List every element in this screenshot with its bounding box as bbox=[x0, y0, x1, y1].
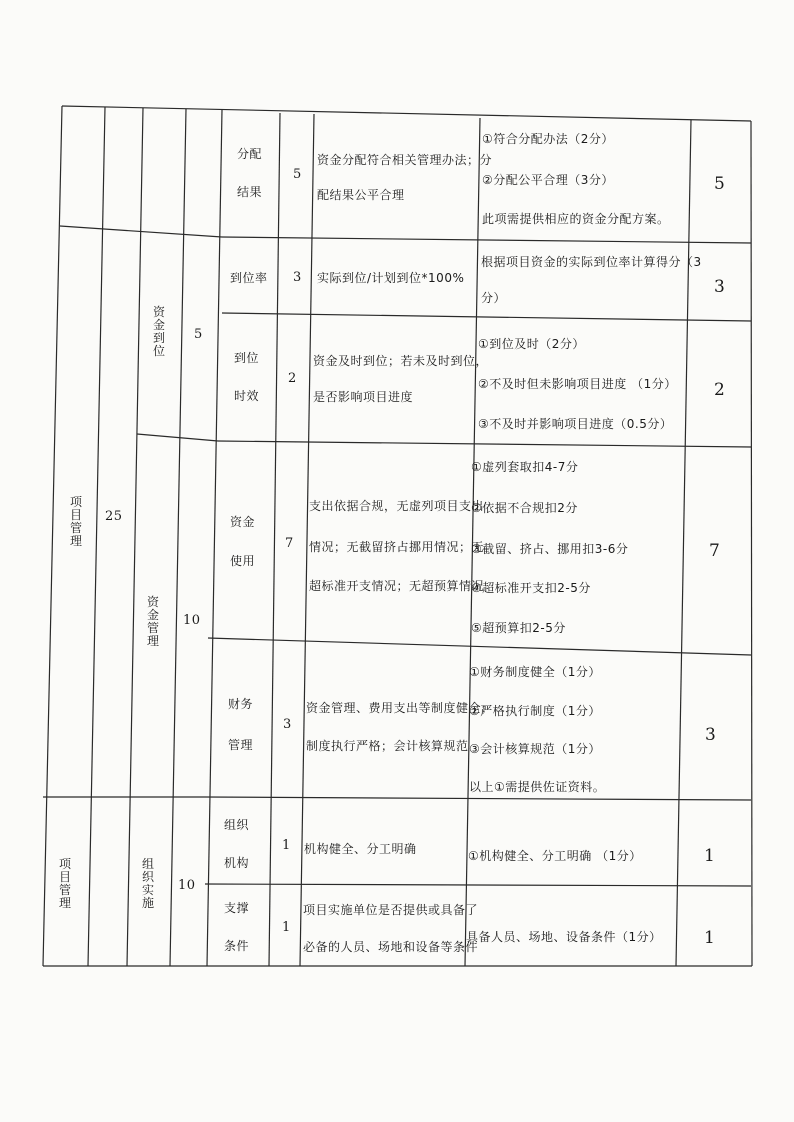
indicator3-line: 管理 bbox=[228, 738, 254, 752]
score: 3 bbox=[705, 725, 717, 745]
content-line: 资金管理、费用支出等制度健全； bbox=[306, 701, 494, 715]
score: 3 bbox=[714, 277, 726, 297]
criteria-line: ②严格执行制度（1分） bbox=[469, 704, 601, 718]
content-line: 必备的人员、场地和设备等条件 bbox=[303, 940, 479, 954]
content-line: 项目实施单位是否提供或具备了 bbox=[303, 903, 479, 917]
criteria-line: ①到位及时（2分） bbox=[478, 337, 585, 351]
criteria-line: ③截留、挤占、挪用扣3-6分 bbox=[471, 542, 629, 556]
criteria-line: ②分配公平合理（3分） bbox=[482, 173, 614, 187]
weight: 1 bbox=[282, 838, 291, 853]
level2-weight-a: 5 bbox=[194, 327, 203, 342]
content-line: 超标准开支情况；无超预算情况 bbox=[309, 579, 485, 593]
content-line: 情况；无截留挤占挪用情况；无 bbox=[309, 540, 485, 554]
content-line: 实际到位/计划到位*100% bbox=[317, 271, 465, 285]
content-line: 资金分配符合相关管理办法；分 bbox=[317, 153, 493, 167]
content-line: 机构健全、分工明确 bbox=[304, 842, 417, 856]
content-line: 支出依据合规，无虚列项目支出 bbox=[309, 499, 485, 513]
level2-label-c: 组织实施 bbox=[141, 857, 154, 910]
level2-weight-b: 10 bbox=[183, 613, 201, 628]
criteria-line: ①财务制度健全（1分） bbox=[469, 665, 601, 679]
score: 7 bbox=[709, 541, 721, 561]
indicator3-line: 时效 bbox=[234, 389, 260, 403]
criteria-line: 以上①需提供佐证资料。 bbox=[469, 780, 606, 794]
weight: 3 bbox=[293, 270, 302, 285]
score: 1 bbox=[704, 928, 716, 948]
indicator3-line: 条件 bbox=[224, 939, 250, 953]
indicator3-line: 资金 bbox=[230, 515, 256, 529]
criteria-line: ①机构健全、分工明确 （1分） bbox=[468, 849, 642, 863]
criteria-line: 具备人员、场地、设备条件（1分） bbox=[466, 930, 662, 944]
criteria-line: ①虚列套取扣4-7分 bbox=[471, 460, 579, 474]
level1-label-b: 项目管理 bbox=[58, 857, 71, 910]
content-line: 配结果公平合理 bbox=[317, 188, 405, 202]
indicator3-line: 支撑 bbox=[224, 901, 250, 915]
indicator3-line: 到位 bbox=[234, 351, 260, 365]
indicator3-line: 财务 bbox=[228, 697, 254, 711]
criteria-line: ②依据不合规扣2分 bbox=[471, 501, 578, 515]
content-line: 是否影响项目进度 bbox=[313, 390, 414, 404]
criteria-line: ②不及时但未影响项目进度 （1分） bbox=[478, 377, 677, 391]
indicator3-line: 使用 bbox=[230, 554, 256, 568]
criteria-line: 此项需提供相应的资金分配方案。 bbox=[482, 212, 670, 226]
criteria-line: 分） bbox=[481, 291, 507, 305]
criteria-line: 根据项目资金的实际到位率计算得分（3 bbox=[481, 255, 702, 269]
criteria-line: ④超标准开支扣2-5分 bbox=[471, 581, 591, 595]
weight: 5 bbox=[293, 167, 302, 182]
level2-label-a: 资金到位 bbox=[152, 305, 165, 358]
indicator3-line: 结果 bbox=[237, 185, 263, 199]
criteria-line: ③会计核算规范（1分） bbox=[469, 742, 601, 756]
score: 2 bbox=[714, 380, 726, 400]
indicator3-line: 组织 bbox=[224, 818, 250, 832]
indicator3-line: 分配 bbox=[237, 147, 263, 161]
level2-label-b: 资金管理 bbox=[146, 595, 159, 648]
content-line: 制度执行严格；会计核算规范 bbox=[306, 739, 469, 753]
criteria-line: ③不及时并影响项目进度（0.5分） bbox=[478, 417, 673, 431]
indicator3-line: 机构 bbox=[224, 856, 250, 870]
weight: 3 bbox=[283, 717, 292, 732]
weight: 7 bbox=[285, 536, 294, 551]
score: 5 bbox=[714, 174, 726, 194]
level2-weight-c: 10 bbox=[178, 878, 196, 893]
level1-weight-a: 25 bbox=[105, 509, 123, 524]
weight: 1 bbox=[282, 920, 291, 935]
weight: 2 bbox=[288, 371, 297, 386]
criteria-line: ①符合分配办法（2分） bbox=[482, 132, 614, 146]
indicator3-line: 到位率 bbox=[230, 271, 268, 285]
score: 1 bbox=[704, 846, 716, 866]
level1-label-a: 项目管理 bbox=[69, 495, 82, 548]
criteria-line: ⑤超预算扣2-5分 bbox=[471, 621, 566, 635]
content-line: 资金及时到位；若未及时到位， bbox=[313, 354, 489, 368]
